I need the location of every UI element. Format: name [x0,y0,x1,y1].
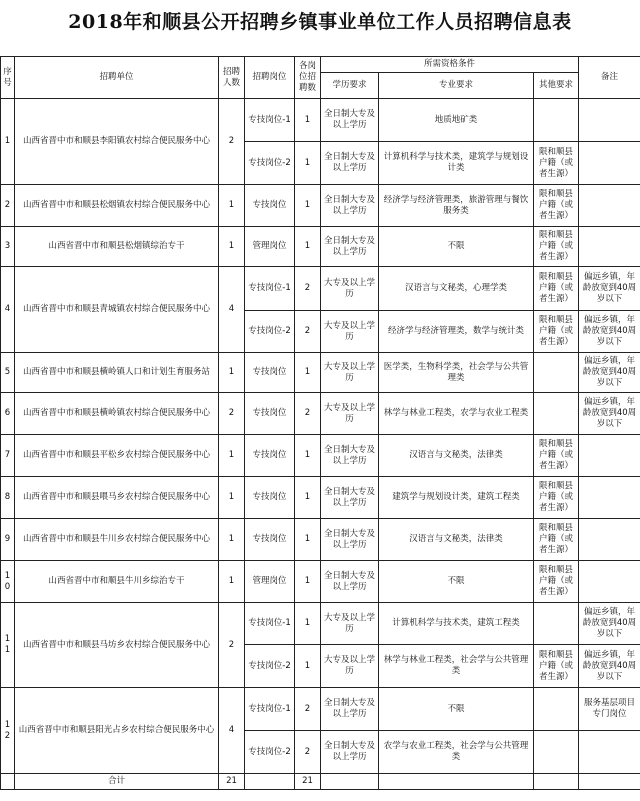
row-note [579,185,640,227]
row-other: 限和顺县户籍（或者生源） [534,645,579,688]
row-count: 1 [219,519,245,561]
table-row [1,603,640,645]
row-note [579,435,640,477]
row-unit: 山西省晋中市和顺县阳光占乡农村综合便民服务中心 [15,688,219,774]
row-other [534,353,579,393]
row-major: 经济学与经济管理类，旅游管理与餐饮服务类 [379,185,534,227]
row-post-count: 1 [295,185,321,227]
row-unit: 山西省晋中市和顺县李阳镇农村综合便民服务中心 [15,99,219,185]
row-index: 10 [1,561,15,603]
table-row [1,519,640,561]
row-education: 全日制大专及以上学历 [321,227,379,267]
row-count: 1 [219,227,245,267]
header-note: 备注 [579,57,640,99]
row-post: 专技岗位 [245,477,295,519]
row-post-count: 1 [295,519,321,561]
total-blank [245,774,295,790]
row-education: 大专及以上学历 [321,353,379,393]
row-unit: 山西省晋中市和顺县横岭镇农村综合便民服务中心 [15,393,219,435]
total-blank [534,774,579,790]
row-major: 不限 [379,688,534,731]
row-post: 专技岗位-1 [245,603,295,645]
row-post-count: 2 [295,393,321,435]
row-post-count: 2 [295,688,321,731]
row-major: 林学与林业工程类，农学与农业工程类 [379,393,534,435]
row-education: 全日制大专及以上学历 [321,519,379,561]
total-blank [579,774,640,790]
row-post: 专技岗位-1 [245,688,295,731]
row-unit: 山西省晋中市和顺县马坊乡农村综合便民服务中心 [15,603,219,688]
table-row [1,561,640,603]
row-major: 汉语言与文秘类，心理学类 [379,267,534,311]
row-index: 1 [1,99,15,185]
table-row [1,227,640,267]
row-other [534,688,579,731]
row-other: 限和顺县户籍（或者生源） [534,311,579,353]
total-row [1,774,640,790]
table-row [1,393,640,435]
row-note: 偏远乡镇，年龄放宽到40周岁以下 [579,603,640,645]
row-post: 专技岗位-2 [245,142,295,185]
row-unit: 山西省晋中市和顺县青城镇农村综合便民服务中心 [15,267,219,353]
row-major: 不限 [379,227,534,267]
header-post-count: 各岗位招聘数 [295,57,321,99]
row-post-count: 1 [295,99,321,142]
row-major: 计算机科学与技术类，建筑学与规划设计类 [379,142,534,185]
row-index: 6 [1,393,15,435]
row-note: 偏远乡镇，年龄放宽到40周岁以下 [579,645,640,688]
row-other: 限和顺县户籍（或者生源） [534,435,579,477]
row-other: 限和顺县户籍（或者生源） [534,561,579,603]
row-note [579,731,640,774]
row-other [534,99,579,142]
row-unit: 山西省晋中市和顺县喂马乡农村综合便民服务中心 [15,477,219,519]
row-major: 计算机科学与技术类，建筑工程类 [379,603,534,645]
row-unit: 山西省晋中市和顺县松烟镇综治专干 [15,227,219,267]
row-note [579,561,640,603]
row-education: 全日制大专及以上学历 [321,477,379,519]
row-post-count: 1 [295,603,321,645]
row-major: 不限 [379,561,534,603]
recruitment-table [0,56,640,790]
row-education: 全日制大专及以上学历 [321,688,379,731]
row-post: 专技岗位 [245,519,295,561]
row-other: 限和顺县户籍（或者生源） [534,227,579,267]
table-row [1,99,640,142]
row-note [579,142,640,185]
total-label: 合计 [15,774,219,790]
row-education: 全日制大专及以上学历 [321,142,379,185]
total-blank [1,774,15,790]
row-post-count: 1 [295,477,321,519]
table-row [1,185,640,227]
row-other: 限和顺县户籍（或者生源） [534,267,579,311]
row-count: 2 [219,99,245,185]
row-post: 专技岗位-1 [245,267,295,311]
row-other [534,731,579,774]
row-education: 大专及以上学历 [321,393,379,435]
row-education: 全日制大专及以上学历 [321,185,379,227]
row-note: 偏远乡镇，年龄放宽到40周岁以下 [579,311,640,353]
row-index: 9 [1,519,15,561]
row-index: 12 [1,688,15,774]
row-index: 8 [1,477,15,519]
row-major: 林学与林业工程类，社会学与公共管理类 [379,645,534,688]
table-row [1,267,640,311]
row-index: 7 [1,435,15,477]
row-count: 2 [219,393,245,435]
row-education: 全日制大专及以上学历 [321,99,379,142]
row-education: 全日制大专及以上学历 [321,731,379,774]
row-unit: 山西省晋中市和顺县牛川乡综治专干 [15,561,219,603]
total-blank [321,774,379,790]
row-post: 专技岗位 [245,393,295,435]
row-major: 建筑学与规划设计类，建筑工程类 [379,477,534,519]
row-post-count: 1 [295,227,321,267]
row-note [579,99,640,142]
header-count: 招聘人数 [219,57,245,99]
table-row [1,688,640,731]
row-major: 汉语言与文秘类，法律类 [379,435,534,477]
row-note: 服务基层项目专门岗位 [579,688,640,731]
header-unit: 招聘单位 [15,57,219,99]
row-unit: 山西省晋中市和顺县松烟镇农村综合便民服务中心 [15,185,219,227]
row-major: 汉语言与文秘类，法律类 [379,519,534,561]
row-post: 专技岗位-1 [245,99,295,142]
row-post-count: 2 [295,311,321,353]
row-post: 管理岗位 [245,561,295,603]
table-row [1,477,640,519]
row-index: 2 [1,185,15,227]
row-education: 大专及以上学历 [321,311,379,353]
row-major: 经济学与经济管理类，数学与统计类 [379,311,534,353]
row-post: 专技岗位-2 [245,311,295,353]
total-count: 21 [219,774,245,790]
row-count: 1 [219,561,245,603]
table-row [1,353,640,393]
row-post: 专技岗位-2 [245,731,295,774]
row-note: 偏远乡镇，年龄放宽到40周岁以下 [579,393,640,435]
row-other: 限和顺县户籍（或者生源） [534,519,579,561]
row-post: 管理岗位 [245,227,295,267]
row-unit: 山西省晋中市和顺县牛川乡农村综合便民服务中心 [15,519,219,561]
row-education: 大专及以上学历 [321,267,379,311]
row-major: 农学与农业工程类，社会学与公共管理类 [379,731,534,774]
row-count: 1 [219,353,245,393]
row-count: 4 [219,267,245,353]
row-index: 5 [1,353,15,393]
row-post-count: 1 [295,435,321,477]
row-note [579,227,640,267]
header-major: 专业要求 [379,73,534,99]
row-post-count: 1 [295,142,321,185]
row-count: 1 [219,185,245,227]
row-post: 专技岗位 [245,185,295,227]
header-other: 其他要求 [534,73,579,99]
row-education: 大专及以上学历 [321,603,379,645]
row-post: 专技岗位-2 [245,645,295,688]
row-education: 全日制大专及以上学历 [321,561,379,603]
total-post-count: 21 [295,774,321,790]
row-note: 偏远乡镇，年龄放宽到40周岁以下 [579,267,640,311]
row-note: 偏远乡镇，年龄放宽到40周岁以下 [579,353,640,393]
row-education: 大专及以上学历 [321,645,379,688]
row-index: 3 [1,227,15,267]
header-post: 招聘岗位 [245,57,295,99]
row-other: 限和顺县户籍（或者生源） [534,185,579,227]
row-post-count: 2 [295,267,321,311]
row-index: 4 [1,267,15,353]
total-blank [379,774,534,790]
header-index: 序号 [1,57,15,99]
row-count: 4 [219,688,245,774]
row-note [579,477,640,519]
row-count: 2 [219,603,245,688]
row-other: 限和顺县户籍（或者生源） [534,477,579,519]
row-unit: 山西省晋中市和顺县横岭镇人口和计划生育服务站 [15,353,219,393]
page-title: 2018年和顺县公开招聘乡镇事业单位工作人员招聘信息表 [68,11,572,33]
row-post-count: 1 [295,561,321,603]
row-note [579,519,640,561]
row-post-count: 1 [295,645,321,688]
row-post: 专技岗位 [245,353,295,393]
row-major: 医学类，生物科学类，社会学与公共管理类 [379,353,534,393]
row-index: 11 [1,603,15,688]
row-count: 1 [219,477,245,519]
row-other: 限和顺县户籍（或者生源） [534,142,579,185]
header-qualifications: 所需资格条件 [321,57,579,73]
header-education: 学历要求 [321,73,379,99]
row-education: 全日制大专及以上学历 [321,435,379,477]
row-other [534,393,579,435]
row-post: 专技岗位 [245,435,295,477]
row-post-count: 2 [295,731,321,774]
row-unit: 山西省晋中市和顺县平松乡农村综合便民服务中心 [15,435,219,477]
table-row [1,435,640,477]
row-major: 地质地矿类 [379,99,534,142]
row-other [534,603,579,645]
row-post-count: 1 [295,353,321,393]
row-count: 1 [219,435,245,477]
